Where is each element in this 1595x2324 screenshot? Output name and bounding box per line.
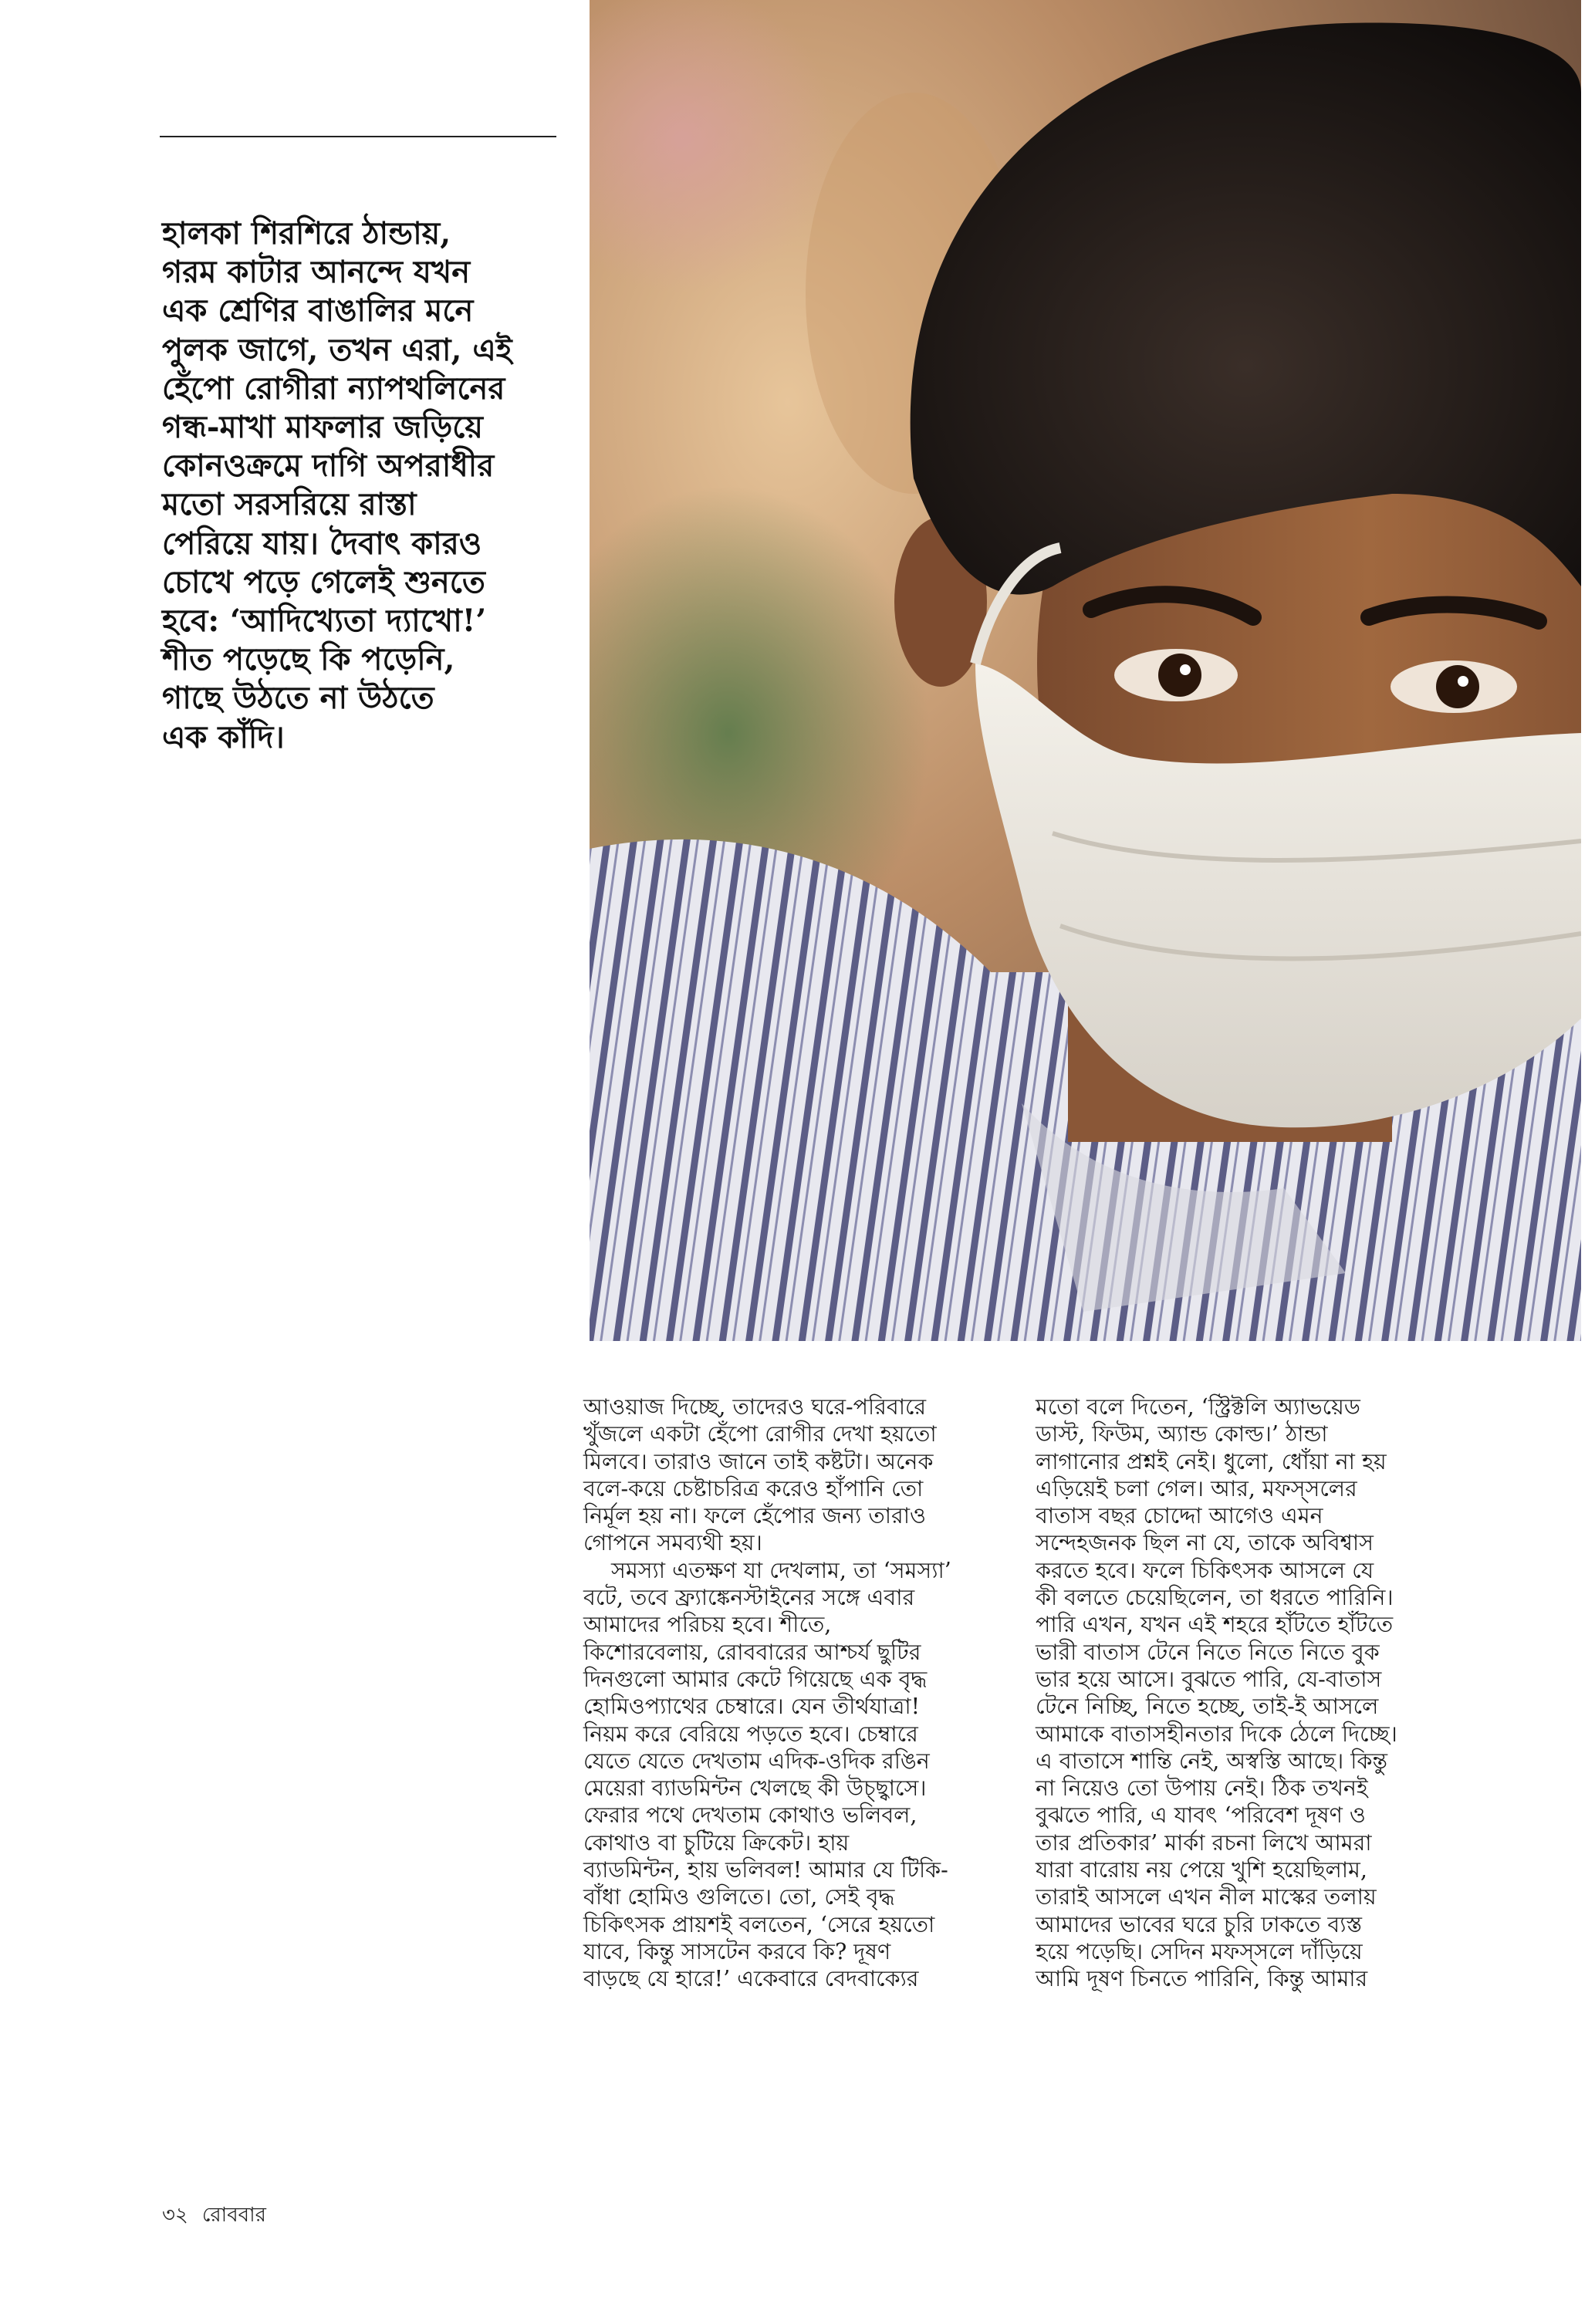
text-line: গরম কাটার আনন্দে যখন — [162, 254, 471, 291]
text-line: যারা বারোয় নয় পেয়ে খুশি হয়েছিলাম, — [1036, 1857, 1367, 1883]
text-line: আমাদের ভাবের ঘরে চুরি ঢাকতে ব্যস্ত — [1036, 1911, 1362, 1937]
text-line: বাঁধা হোমিও গুলিতে। তো, সেই বৃদ্ধ — [583, 1884, 895, 1910]
text-line: আমাকে বাতাসহীনতার দিকে ঠেলে দিচ্ছে। — [1036, 1721, 1397, 1747]
text-line: না নিয়েও তো উপায় নেই। ঠিক তখনই — [1036, 1775, 1368, 1802]
photo-illustration — [590, 0, 1581, 1341]
text-line: ভার হয়ে আসে। বুঝতে পারি, যে-বাতাস — [1036, 1666, 1382, 1692]
text-line: মিলবে। তারাও জানে তাই কষ্টটা। অনেক — [583, 1448, 934, 1474]
text-line: মতো সরসরিয়ে রাস্তা — [162, 486, 417, 523]
text-line: যাবে, কিন্তু সাসটেন করবে কি? দূষণ — [583, 1938, 891, 1964]
text-line: বলে-কয়ে চেষ্টাচরিত্র করেও হাঁপানি তো — [583, 1475, 924, 1501]
text-line: বুঝতে পারি, এ যাবৎ ‘পরিবেশ দূষণ ও — [1036, 1802, 1366, 1829]
text-line: লাগানোর প্রশ্নই নেই। ধুলো, ধোঁয়া না হয় — [1036, 1448, 1387, 1474]
text-line: টেনে নিচ্ছি, নিতে হচ্ছে, তাই-ই আসলে — [1036, 1694, 1379, 1720]
text-line: তারাই আসলে এখন নীল মাস্কের তলায় — [1036, 1884, 1377, 1910]
text-line: গন্ধ-মাখা মাফলার জড়িয়ে — [162, 409, 483, 446]
text-line: কোনওক্রমে দাগি অপরাধীর — [162, 448, 495, 485]
body-column-1 — [583, 1393, 1015, 1993]
text-line: নির্মূল হয় না। ফলে হেঁপোর জন্য তারাও — [583, 1503, 926, 1529]
text-line: এক কাঁদি। — [162, 718, 285, 755]
text-line: চোখে পড়ে গেলেই শুনতে — [162, 563, 485, 600]
top-rule — [160, 136, 556, 137]
text-line: শীত পড়েছে কি পড়েনি, — [162, 641, 455, 678]
text-line: যেতে যেতে দেখতাম এদিক-ওদিক রঙিন — [583, 1748, 930, 1774]
text-line: এক শ্রেণির বাঙালির মনে — [162, 292, 474, 329]
text-line: বাড়ছে যে হারে!’ একেবারে বেদবাক্যের — [583, 1966, 919, 1992]
text-line: করতে হবে। ফলে চিকিৎসক আসলে যে — [1036, 1557, 1374, 1583]
pull-quote — [162, 214, 563, 757]
text-line: হালকা শিরশিরে ঠান্ডায়, — [162, 215, 451, 252]
text-line: খুঁজলে একটা হেঁপো রোগীর দেখা হয়তো — [583, 1421, 937, 1447]
text-line: আমি দূষণ চিনতে পারিনি, কিন্তু আমার — [1036, 1966, 1368, 1992]
text-line: কোথাও বা চুটিয়ে ক্রিকেট। হায় — [583, 1829, 850, 1856]
page-number: ৩২ — [162, 2204, 188, 2227]
text-line: হবে: ‘আদিখ্যেতা দ্যাখো!’ — [162, 603, 487, 640]
text-line: সন্দেহজনক ছিল না যে, তাকে অবিশ্বাস — [1036, 1530, 1374, 1556]
text-line: ডাস্ট, ফিউম, অ্যান্ড কোল্ড।’ ঠান্ডা — [1036, 1421, 1328, 1447]
text-line: দিনগুলো আমার কেটে গিয়েছে এক বৃদ্ধ — [583, 1666, 928, 1692]
text-line: হয়ে পড়েছি। সেদিন মফস্‌সলে দাঁড়িয়ে — [1036, 1938, 1363, 1964]
text-line: গোপনে সমব্যথী হয়। — [583, 1530, 762, 1556]
text-line: মেয়েরা ব্যাডমিন্টন খেলছে কী উচ্ছ্বাসে। — [583, 1775, 927, 1802]
text-line: বটে, তবে ফ্র্যাঙ্কেনস্টাইনের সঙ্গে এবার — [583, 1585, 915, 1611]
text-line: পুলক জাগে, তখন এরা, এই — [162, 331, 512, 368]
text-line: পারি এখন, যখন এই শহরে হাঁটতে হাঁটতে — [1036, 1612, 1394, 1638]
body-column-2 — [1036, 1393, 1468, 1993]
text-line: গাছে উঠতে না উঠতে — [162, 680, 434, 717]
text-line: হেঁপো রোগীরা ন্যাপথলিনের — [162, 370, 505, 407]
text-line: মতো বলে দিতেন, ‘স্ট্রিক্টলি অ্যাভয়েড — [1036, 1394, 1360, 1420]
text-line: আওয়াজ দিচ্ছে, তাদেরও ঘরে-পরিবারে — [583, 1394, 927, 1420]
text-line: এড়িয়েই চলা গেল। আর, মফস্‌সলের — [1036, 1475, 1357, 1501]
text-line: পেরিয়ে যায়। দৈবাৎ কারও — [162, 525, 482, 562]
page-footer — [162, 2199, 280, 2233]
text-line: চিকিৎসক প্রায়শই বলতেন, ‘সেরে হয়তো — [583, 1911, 935, 1937]
text-line: বাতাস বছর চোদ্দো আগেও এমন — [1036, 1503, 1323, 1529]
text-line: ফেরার পথে দেখতাম কোথাও ভলিবল, — [583, 1802, 917, 1829]
text-line: কী বলতে চেয়েছিলেন, তা ধরতে পারিনি। — [1036, 1585, 1394, 1611]
text-line: এ বাতাসে শান্তি নেই, অস্বস্তি আছে। কিন্তু — [1036, 1748, 1388, 1774]
text-line: আমাদের পরিচয় হবে। শীতে, — [583, 1612, 832, 1638]
text-line: তার প্রতিকার’ মার্কা রচনা লিখে আমরা — [1036, 1829, 1372, 1856]
text-line: কিশোরবেলায়, রোববারের আশ্চর্য ছুটির — [583, 1639, 921, 1665]
text-line: সমস্যা এতক্ষণ যা দেখলাম, তা ‘সমস্যা’ — [611, 1557, 951, 1583]
photo-boy-face-mask — [590, 0, 1581, 1341]
text-line: ভারী বাতাস টেনে নিতে নিতে নিতে বুক — [1036, 1639, 1380, 1665]
text-line: নিয়ম করে বেরিয়ে পড়তে হবে। চেম্বারে — [583, 1721, 918, 1747]
text-line: হোমিওপ্যাথের চেম্বারে। যেন তীর্থযাত্রা! — [583, 1694, 921, 1720]
text-line: ব্যাডমিন্টন, হায় ভলিবল! আমার যে টিকি- — [583, 1857, 948, 1883]
magazine-name: রোববার — [201, 2204, 266, 2227]
